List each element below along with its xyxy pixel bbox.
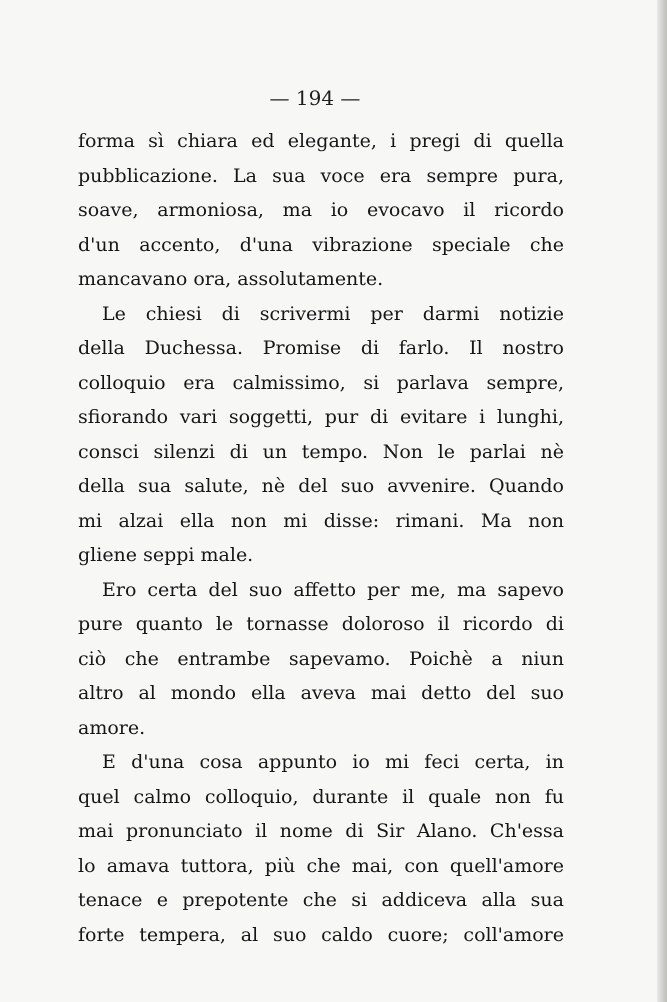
body-text bbox=[78, 124, 564, 952]
text-line: sfiorando vari soggetti, pur di evitare i lunghi, bbox=[78, 406, 564, 428]
text-line: della Duchessa. Promise di farlo. Il nostro bbox=[78, 337, 564, 359]
text-line: mi alzai ella non mi disse: rimani. Ma non bbox=[78, 509, 564, 532]
page-edge-shadow bbox=[657, 0, 667, 1002]
text-line: gliene seppi male. bbox=[78, 544, 254, 566]
text-line: mancavano ora, assolutamente. bbox=[78, 268, 384, 290]
text-line: quel calmo colloquio, durante il quale non fu bbox=[78, 785, 564, 808]
text-line: pubblicazione. La sua voce era sempre pura, bbox=[78, 164, 564, 187]
text-line: ciò che entrambe sapevamo. Poichè a niun bbox=[78, 647, 564, 670]
text-line: pure quanto le tornasse doloroso il ricordo di bbox=[78, 613, 564, 635]
text-line: E d'una cosa appunto io mi feci certa, in bbox=[102, 751, 564, 773]
text-line: mai pronunciato il nome di Sir Alano. Ch'essa bbox=[78, 820, 564, 842]
text-line: altro al mondo ella aveva mai detto del suo bbox=[78, 682, 564, 704]
text-line: d'un accento, d'una vibrazione speciale che bbox=[78, 233, 564, 256]
text-line: lo amava tuttora, più che mai, con quell'amore bbox=[78, 854, 564, 877]
text-line: soave, armoniosa, ma io evocavo il ricordo bbox=[78, 199, 564, 221]
text-line: della sua salute, nè del suo avvenire. Quando bbox=[78, 475, 564, 497]
text-line: forma sì chiara ed elegante, i pregi di quella bbox=[78, 130, 564, 152]
text-line: colloquio era calmissimo, si parlava sempre, bbox=[78, 371, 564, 394]
text-line: Ero certa del suo affetto per me, ma sapevo bbox=[102, 578, 564, 601]
page-number: — 194 — bbox=[269, 86, 361, 110]
text-line: forte tempera, al suo caldo cuore; coll'amore bbox=[78, 923, 564, 946]
text-line: consci silenzi di un tempo. Non le parlai nè bbox=[78, 440, 564, 463]
text-line: Le chiesi di scrivermi per darmi notizie bbox=[102, 302, 564, 325]
text-line: tenace e prepotente che si addiceva alla sua bbox=[78, 889, 564, 911]
text-line: amore. bbox=[78, 716, 146, 739]
